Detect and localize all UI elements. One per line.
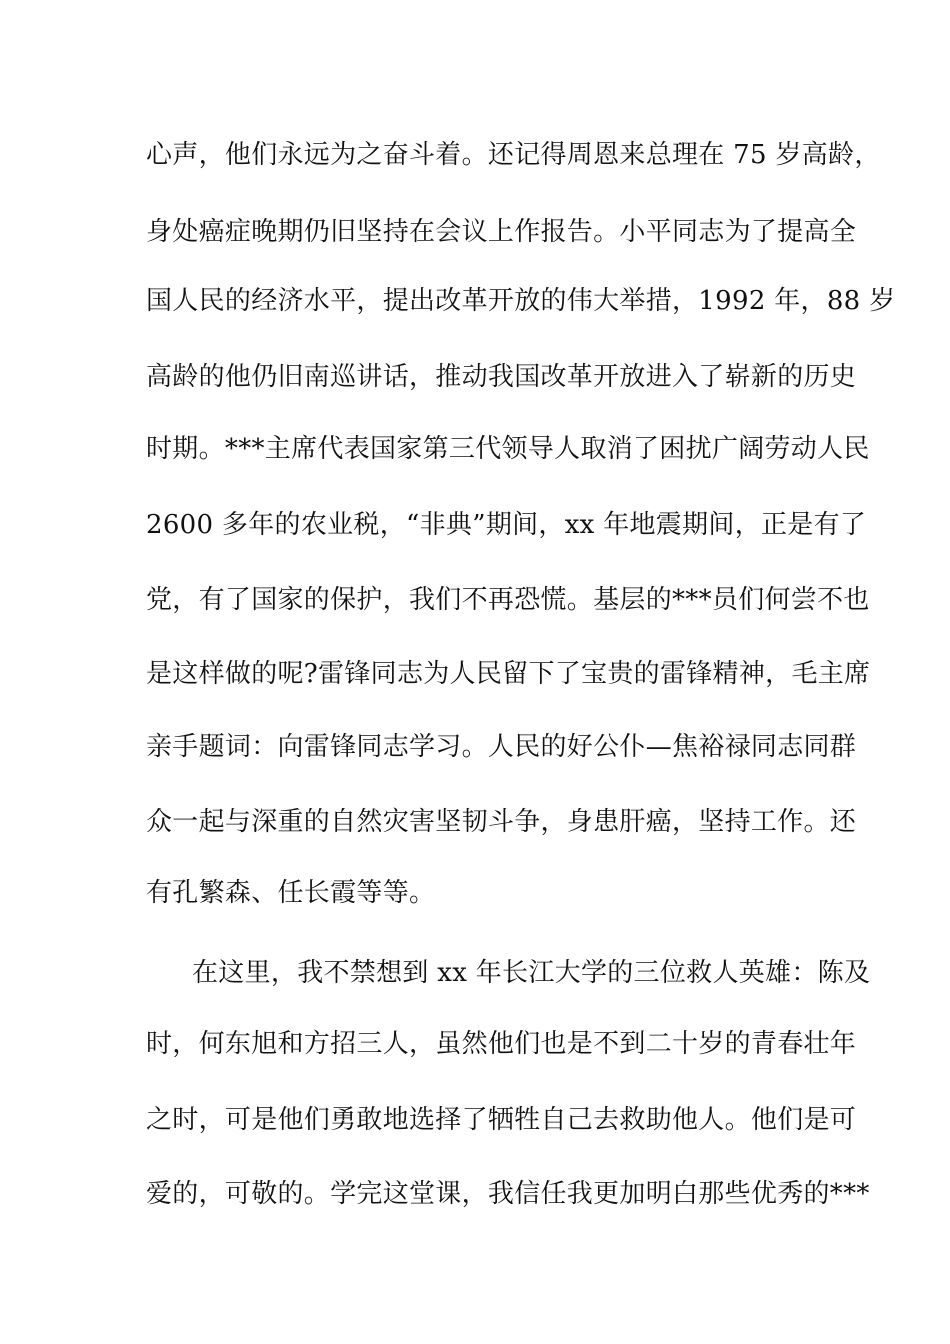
- text-line: 国人民的经济水平，提出改革开放的伟大举措，1992 年，88 岁: [146, 286, 896, 316]
- text-line: 是这样做的呢?雷锋同志为人民留下了宝贵的雷锋精神，毛主席: [146, 659, 871, 689]
- text-line: 时期。***主席代表国家第三代领导人取消了困扰广阔劳动人民: [146, 434, 870, 464]
- text-line: 众一起与深重的自然灾害坚韧斗争，身患肝癌，坚持工作。还: [146, 807, 857, 837]
- text-line: 2600 多年的农业税，“非典”期间，xx 年地震期间，正是有了: [146, 510, 867, 540]
- text-line: 亲手题词：向雷锋同志学习。人民的好公仆—焦裕禄同志同群: [146, 732, 857, 762]
- text-line: 高龄的他仍旧南巡讲话，推动我国改革开放进入了崭新的历史: [146, 362, 857, 392]
- text-line: 党，有了国家的保护，我们不再恐慌。基层的***员们何尝不也: [146, 585, 870, 615]
- text-line: 时，何东旭和方招三人，虽然他们也是不到二十岁的青春壮年: [146, 1029, 857, 1059]
- text-line: 之时，可是他们勇敢地选择了牺牲自己去救助他人。他们是可: [146, 1105, 857, 1135]
- text-line: 爱的，可敬的。学完这堂课，我信任我更加明白那些优秀的***: [146, 1179, 870, 1209]
- paragraph-first-line: 在这里，我不禁想到 xx 年长江大学的三位救人英雄：陈及: [192, 958, 871, 988]
- text-line: 身处癌症晚期仍旧坚持在会议上作报告。小平同志为了提高全: [146, 217, 857, 247]
- text-line: 心声，他们永远为之奋斗着。还记得周恩来总理在 75 岁高龄，: [146, 140, 881, 170]
- text-line: 有孔繁森、任长霞等等。: [146, 878, 436, 908]
